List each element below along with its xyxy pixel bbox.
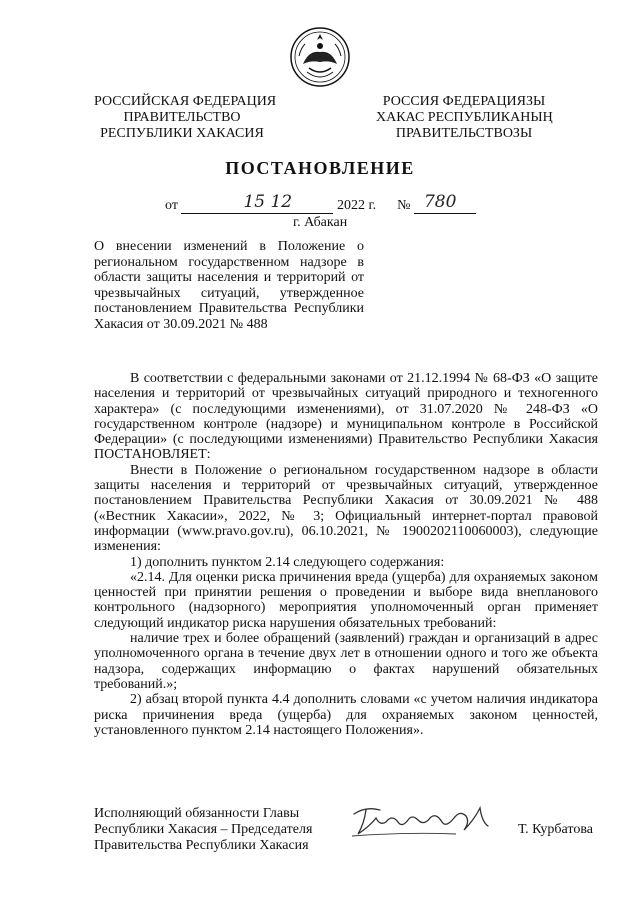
khakassia-coat-of-arms-icon bbox=[289, 26, 351, 88]
header-left-line: РОССИЙСКАЯ ФЕДЕРАЦИЯ bbox=[94, 94, 277, 109]
body-paragraph: В соответствии с федеральными законами от 21.12.1994 № 68-ФЗ «О защите населения и территорий от чрезвычайных ситуаций природного и техногенного характера» (с последующими изменениями), от 31.07.2020 № 248-ФЗ «О государственном контроле (надзоре) и муниципальном контроле в Российской Федерации» (с последующими изменениями) Правительство Республики Хакасия ПОСТАНОВЛЯЕТ: bbox=[94, 371, 598, 463]
header-right-line: ХАКАС РЕСПУБЛИКАНЫҢ bbox=[376, 110, 553, 125]
city: г. Абакан bbox=[293, 215, 348, 230]
document-subject: О внесении изменений в Положение о региональном государственном надзоре в области защиты населения и территорий от чрезвычайных ситуаций, утвержденное постановлением Правительства Республики Хакасия от 30.09.2021 № 488 bbox=[94, 239, 364, 332]
body-paragraph: «2.14. Для оценки риска причинения вреда (ущерба) для охраняемых законом ценностей при принятии решения о проведении и выборе вида внепланового контрольного (надзорного) мероприятия уполномоченный орган применяет следующий индикатор риска нарушения обязательных требований: bbox=[94, 569, 598, 631]
date-line bbox=[165, 192, 476, 214]
number-handwritten: 780 bbox=[423, 192, 457, 212]
header-left-line: РЕСПУБЛИКИ ХАКАСИЯ bbox=[100, 126, 264, 141]
signatory-position bbox=[94, 806, 324, 854]
header-right-line: ПРАВИТЕЛЬСТВОЗЫ bbox=[395, 126, 533, 141]
handwritten-signature bbox=[346, 796, 496, 841]
body-paragraph: Внести в Положение о региональном государственном надзоре в области защиты населения и территорий от чрезвычайных ситуаций, утвержденное постановлением Правительства Республики Хакасия от 30.09.2021 № 488 («Вестник Хакасии», 2022, № 3; Официальный интернет-портал правовой информации (www.pravo.gov.ru), 06.10.2021, № 1900202110060003), следующие изменения: bbox=[94, 462, 598, 555]
body-paragraph: наличие трех и более обращений (заявлений) граждан и организаций в адрес уполномоченного органа в течение двух лет в отношении одного и того же объекта надзора, содержащих информацию о фактах нарушений обязательных требований.»; bbox=[94, 631, 598, 692]
date-handwritten: 15 12 bbox=[243, 192, 293, 212]
signatory-name: Т. Курбатова bbox=[518, 822, 593, 837]
number-field bbox=[414, 192, 476, 214]
header-left bbox=[94, 94, 277, 142]
number-sign: № bbox=[397, 198, 411, 213]
header-right-line: РОССИЯ ФЕДЕРАЦИЯЗЫ bbox=[382, 94, 546, 109]
document-title: ПОСТАНОВЛЕНИЕ bbox=[225, 158, 415, 178]
body-paragraph: 2) абзац второй пункта 4.4 дополнить словами «с учетом наличия индикатора риска причинения вреда (ущерба) для охраняемых законом ценностей, установленного пунктом 2.14 настоящего Положения». bbox=[94, 692, 598, 738]
date-prefix: от bbox=[165, 198, 178, 213]
header-right bbox=[376, 94, 552, 142]
header-left-line: ПРАВИТЕЛЬСТВО bbox=[123, 110, 241, 125]
signatory-position-line: Исполняющий обязанности Главы bbox=[94, 806, 300, 821]
body-paragraph: 1) дополнить пунктом 2.14 следующего содержания: bbox=[130, 554, 445, 570]
date-year: 2022 г. bbox=[336, 198, 377, 213]
signatory-position-line: Правительства Республики Хакасия bbox=[94, 838, 309, 853]
date-field bbox=[181, 192, 333, 214]
signatory-position-line: Республики Хакасия – Председателя bbox=[94, 822, 313, 837]
document-body bbox=[94, 371, 598, 738]
